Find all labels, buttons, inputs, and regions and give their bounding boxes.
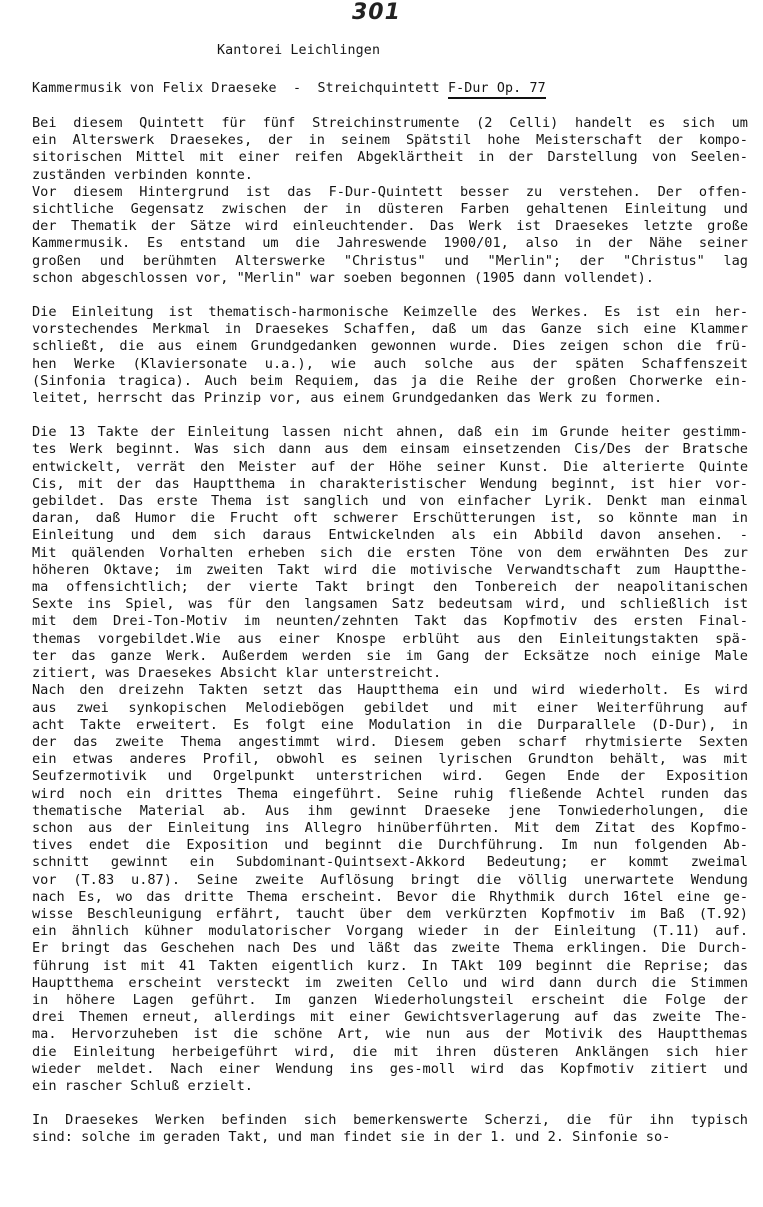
text-line: Vor diesem Hintergrund ist das F-Dur-Quintett besser zu verstehen. Der offen- <box>32 183 748 200</box>
text-line: die Einleitung herbeigeführt wird, die mit ihren düsteren Anklängen sich hier <box>32 1043 748 1060</box>
text-line: höheren Oktave; im zweiten Takt wird die motivische Verwandtschaft zum Hauptthe- <box>32 561 748 578</box>
text-line: acht Takte erweitert. Es folgt eine Modulation in die Durparallele (D-Dur), in <box>32 716 748 733</box>
text-line: (Sinfonia tragica). Auch beim Requiem, das ja die Reihe der großen Chorwerke ein- <box>32 372 748 389</box>
text-line: tives endet die Exposition und beginnt die Durchführung. Im nun folgenden Ab- <box>32 837 748 854</box>
text-line: vorstechendes Merkmal in Draesekes Schaffen, daß um das Ganze sich eine Klammer <box>32 321 748 338</box>
title-prefix: Kammermusik von Felix Draeseke - Streichquintett <box>32 81 448 96</box>
text-line: der das zweite Thema angestimmt wird. Diesem geben scharf rhytmisierte Sexten <box>32 733 748 750</box>
text-line: wieder meldet. Nach einer Wendung ins ges-moll wird das Kopfmotiv zitiert und <box>32 1060 748 1077</box>
text-line: hen Werke (Klaviersonate u.a.), wie auch solche aus der späten Schaffenszeit <box>32 355 748 372</box>
text-line: in höhere Lagen geführt. Im ganzen Wiederholungsteil erscheint die Folge der <box>32 991 748 1008</box>
text-line: sind: solche im geraden Takt, und man findet sie in der 1. und 2. Sinfonie so- <box>32 1129 671 1146</box>
text-line: wisse Beschleunigung erfährt, taucht über dem verkürzten Kopfmotiv im Baß (T.92) <box>32 905 748 922</box>
text-line: gebildet. Das erste Thema ist sanglich und von einfacher Lyrik. Denkt man einmal <box>32 493 748 510</box>
document-title <box>32 81 546 96</box>
text-line: tes Werk beginnt. Was sich dann aus dem einsam einsetzenden Cis/Des der Bratsche <box>32 441 748 458</box>
text-line: ein etwas anderes Profil, obwohl es seinen lyrischen Grundton behält, was mit <box>32 751 748 768</box>
text-line: schnitt gewinnt ein Subdominant-Quintsext-Akkord Bedeutung; er kommt zweimal <box>32 854 748 871</box>
paragraph <box>32 424 748 1095</box>
text-line: mit dem Drei-Ton-Motiv im neunten/zehnten Takt das Kopfmotiv des ersten Final- <box>32 613 748 630</box>
text-line: ein ähnlich kühner modulatorischer Vorgang wieder in der Einleitung (T.11) auf. <box>32 923 748 940</box>
text-line: ma offensichtlich; der vierte Takt bringt den Tonbereich der neapolitanischen <box>32 579 748 596</box>
text-line: ein rascher Schluß erzielt. <box>32 1077 253 1094</box>
body-text <box>32 115 748 1147</box>
text-line: Seufzermotivik und Orgelpunkt unterstrichen wird. Gegen Ende der Exposition <box>32 768 748 785</box>
text-line: thematische Material ab. Aus ihm gewinnt Draeseke jene Tonwiederholungen, die <box>32 802 748 819</box>
text-line: Die Einleitung ist thematisch-harmonische Keimzelle des Werkes. Es ist ein her- <box>32 304 748 321</box>
organization-heading: Kantorei Leichlingen <box>217 43 381 58</box>
text-line: Cis, mit der das Hauptthema in charakteristischer Wendung beginnt, ist hier vor- <box>32 475 748 492</box>
text-line: leitet, herrscht das Prinzip vor, aus einem Grundgedanken das Werk zu formen. <box>32 390 663 407</box>
text-line: Kammermusik. Es entstand um die Jahreswende 1900/01, also in der Nähe seiner <box>32 235 748 252</box>
paragraph <box>32 1112 748 1146</box>
text-line: der Thematik der Sätze wird einleuchtender. Das Werk ist Draesekes letzte große <box>32 218 748 235</box>
text-line: Die 13 Takte der Einleitung lassen nicht ahnen, daß ein im Grunde heiter gestimm- <box>32 424 748 441</box>
text-line: Mit quälenden Vorhalten erheben sich die ersten Töne von dem erwähnten Des zur <box>32 544 748 561</box>
text-line: sichtliche Gegensatz zwischen der in düsteren Farben gehaltenen Einleitung und <box>32 201 748 218</box>
text-line: aus zwei synkopischen Melodiebögen gebildet und mit einer Weiterführung auf <box>32 699 748 716</box>
text-line: entwickelt, verrät den Meister auf der Höhe seiner Kunst. Die alterierte Quinte <box>32 458 748 475</box>
text-line: themas vorgebildet.Wie aus einer Knospe erblüht aus den Einleitungstakten spä- <box>32 630 748 647</box>
text-line: nach Es, wo das dritte Thema erscheint. Bevor die Rhythmik durch 16tel eine ge- <box>32 888 748 905</box>
text-line: Sexte ins Spiel, was für den langsamen Satz bedeutsam wird, und schließlich ist <box>32 596 748 613</box>
text-line: vor (T.83 u.87). Seine zweite Auflösung bringt die völlig unerwartete Wendung <box>32 871 748 888</box>
title-underlined-opus: F-Dur Op. 77 <box>448 81 546 99</box>
text-line: Hauptthema erscheint versteckt im zweiten Cello und wird dann durch die Stimmen <box>32 974 748 991</box>
paragraph <box>32 115 748 287</box>
text-line: großen und berühmten Alterswerke "Christus" und "Merlin"; der "Christus" lag <box>32 252 748 269</box>
text-line: In Draesekes Werken befinden sich bemerkenswerte Scherzi, die für ihn typisch <box>32 1112 748 1129</box>
text-line: drei Themen erneut, allerdings mit einer Gewichtsverlagerung auf das zweite The- <box>32 1009 748 1026</box>
paragraph <box>32 304 748 407</box>
text-line: schon abgeschlossen vor, "Merlin" war soeben begonnen (1905 dann vollendet). <box>32 269 654 286</box>
text-line: ein Alterswerk Draesekes, der in seinem Spätstil hohe Meisterschaft der kompo- <box>32 132 748 149</box>
text-line: ma. Hervorzuheben ist die schöne Art, wie nun aus der Motivik des Hauptthemas <box>32 1026 748 1043</box>
text-line: Bei diesem Quintett für fünf Streichinstrumente (2 Celli) handelt es sich um <box>32 115 748 131</box>
text-line: zitiert, was Draesekes Absicht klar unterstreicht. <box>32 665 442 682</box>
text-line: sitorischen Mittel mit einer reifen Abgeklärtheit in der Darstellung von Seelen- <box>32 149 748 166</box>
text-line: wird noch ein drittes Thema eingeführt. Seine ruhig fließende Achtel runden das <box>32 785 748 802</box>
text-line: Einleitung und dem sich daraus Entwickelnden als ein Abbild davon ansehen. - <box>32 527 748 544</box>
page-number: 301 <box>352 0 401 25</box>
text-line: führung ist mit 41 Takten eigentlich kurz. In TAkt 109 beginnt die Reprise; das <box>32 957 748 974</box>
text-line: daran, daß Humor die Frucht oft schwerer Erschütterungen ist, so könnte man in <box>32 510 748 527</box>
text-line: schließt, die aus einem Grundgedanken gewonnen wurde. Dies zeigen schon die frü- <box>32 338 748 355</box>
text-line: schon aus der Einleitung ins Allegro hinüberführten. Mit dem Zitat des Kopfmo- <box>32 819 748 836</box>
text-line: zuständen verbinden konnte. <box>32 166 253 183</box>
text-line: ter das ganze Werk. Außerdem werden sie im Gang der Ecksätze noch einige Male <box>32 647 748 664</box>
text-line: Er bringt das Geschehen nach Des und läßt das zweite Thema erklingen. Die Durch- <box>32 940 748 957</box>
text-line: Nach den dreizehn Takten setzt das Hauptthema ein und wird wiederholt. Es wird <box>32 682 748 699</box>
